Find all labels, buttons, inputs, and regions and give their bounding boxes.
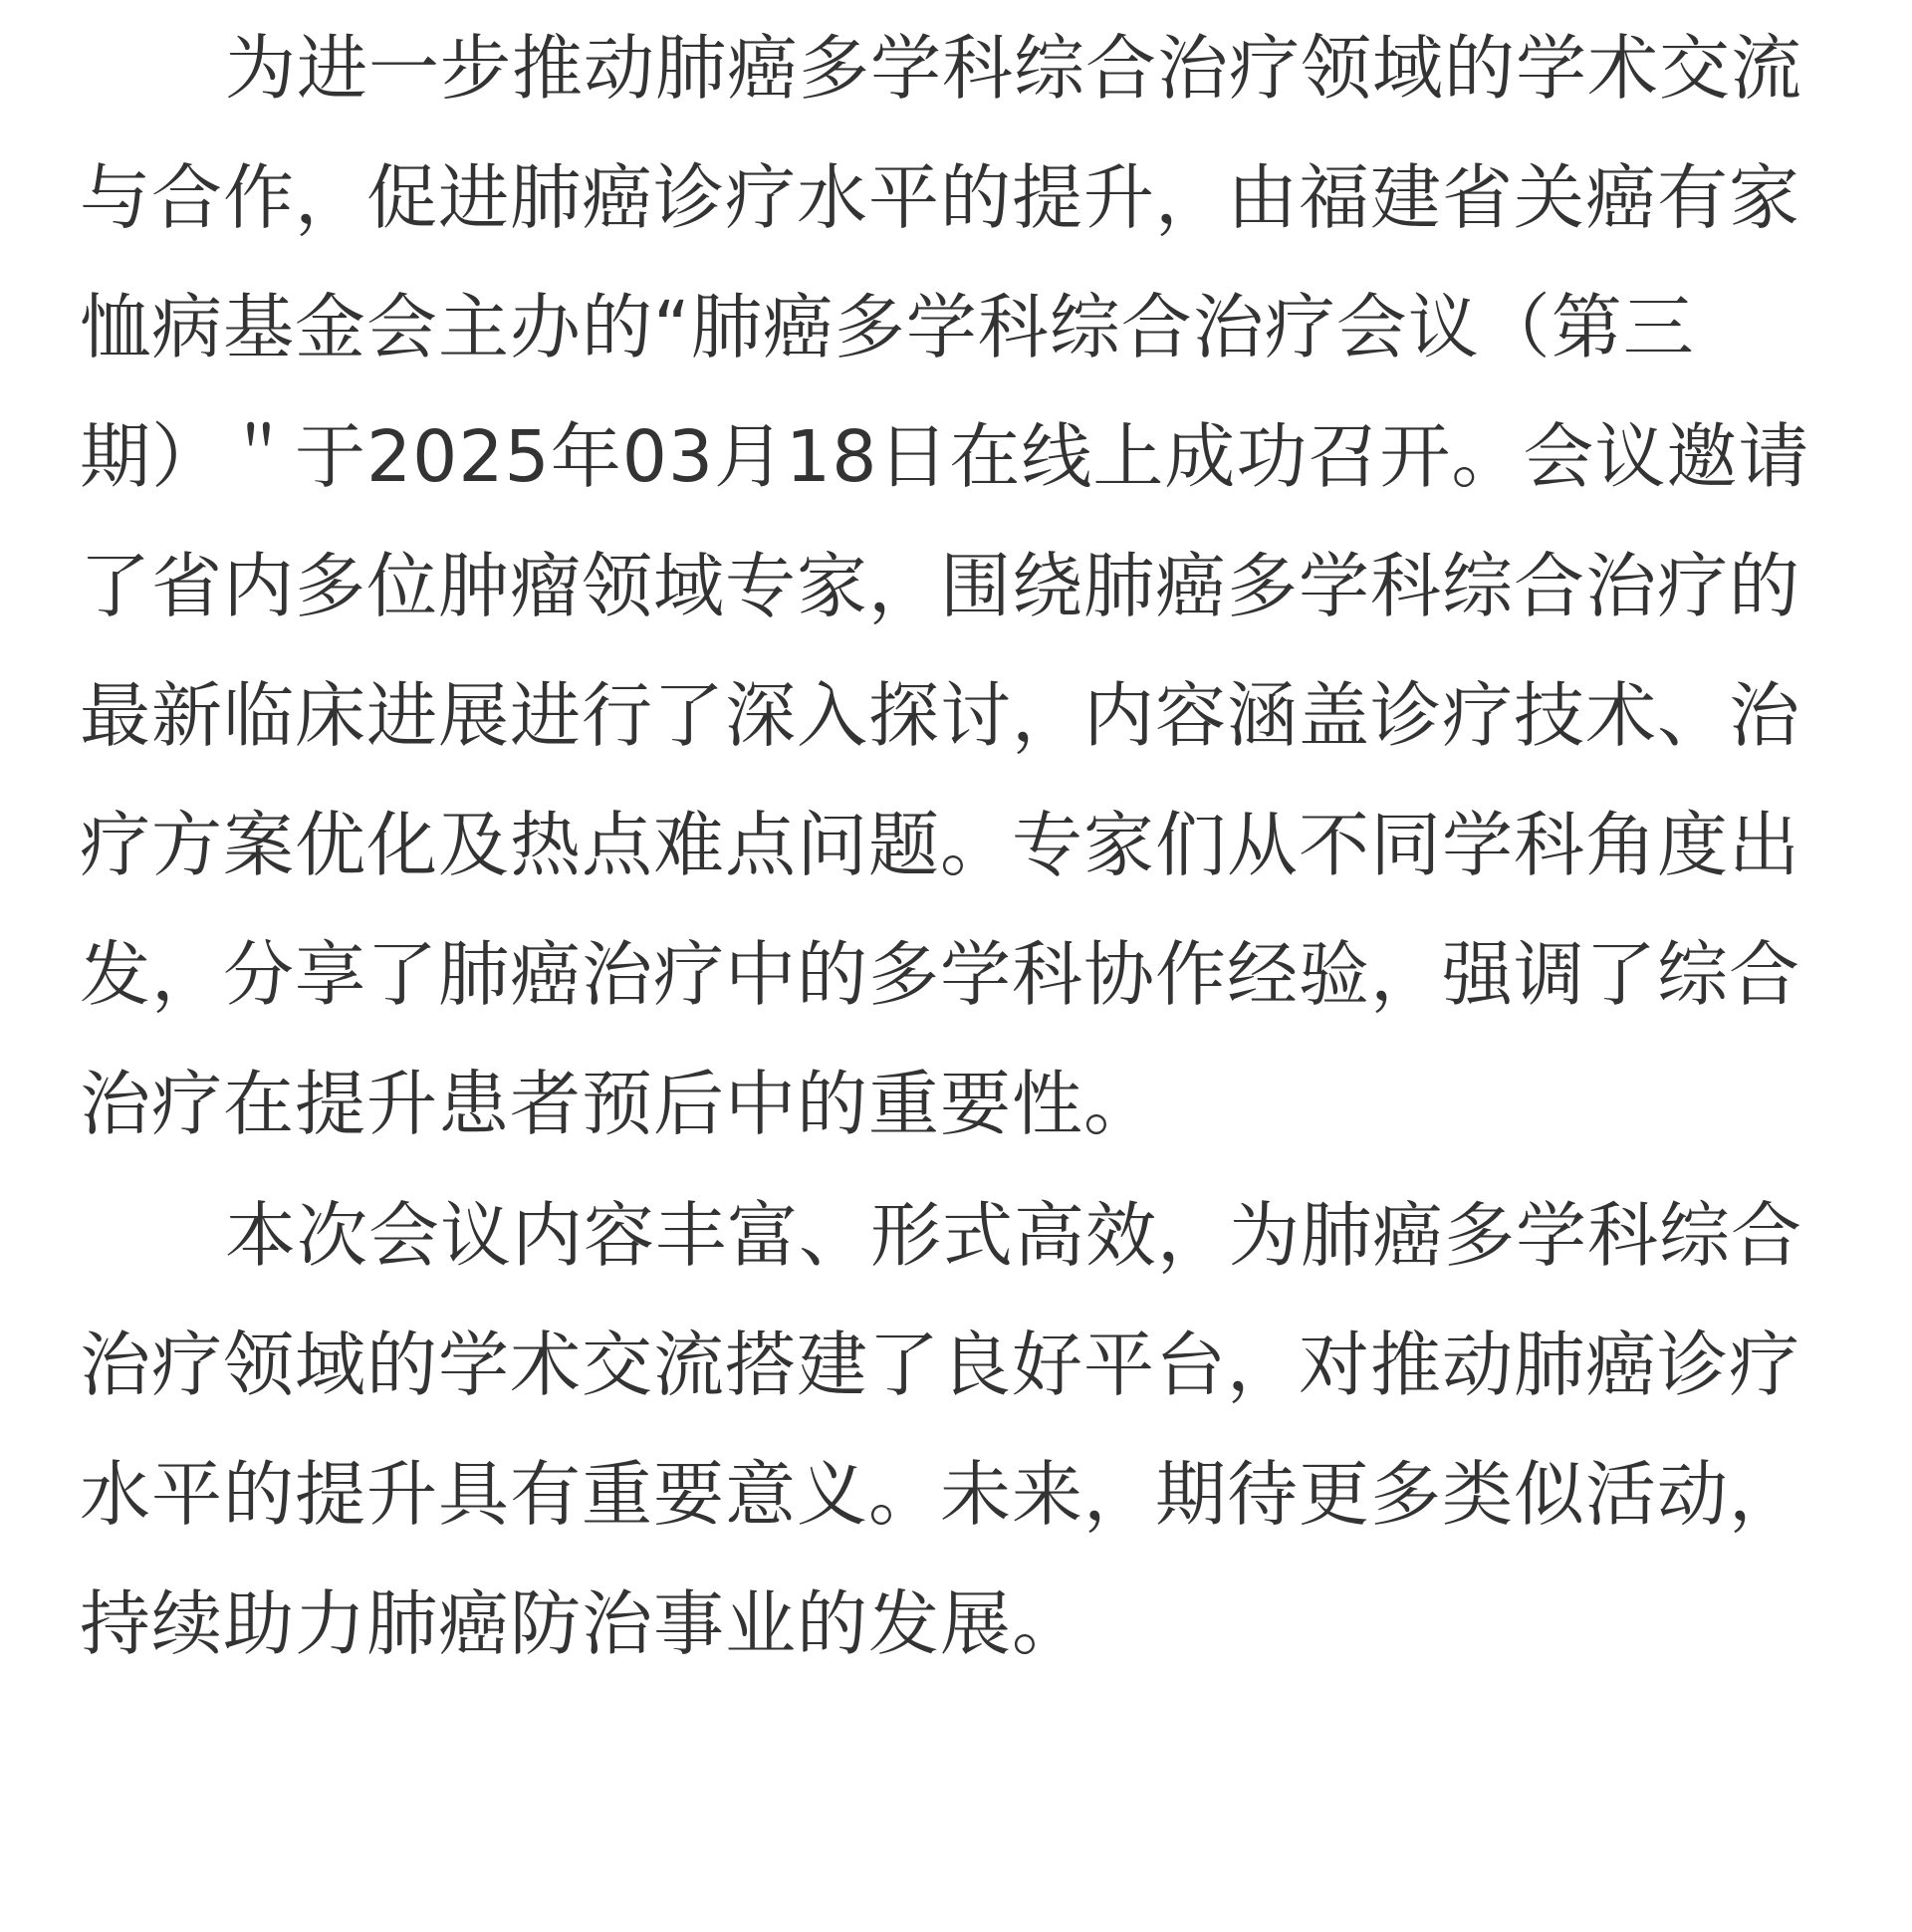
text-line: 与合作，促进肺癌诊疗水平的提升，由福建省关癌有家 <box>80 156 1801 239</box>
paragraph-1 <box>80 4 1840 1169</box>
text-line: 水平的提升具有重要意义。未来，期待更多类似活动， <box>80 1453 1801 1536</box>
text-line: 本次会议内容丰富、形式高效，为肺癌多学科综合 <box>225 1194 1803 1277</box>
text-line: 疗方案优化及热点难点问题。专家们从不同学科角度出 <box>80 804 1801 886</box>
text-line: 治疗领域的学术交流搭建了良好平台，对推动肺癌诊疗 <box>80 1324 1801 1406</box>
paragraph-2 <box>80 1171 1840 1689</box>
text-line: 最新临床进展进行了深入探讨，内容涵盖诊疗技术、治 <box>80 674 1801 757</box>
text-line: 期）＂于2025年03月18日在线上成功召开。会议邀请 <box>80 415 1810 498</box>
text-line: 恤病基金会主办的“肺癌多学科综合治疗会议（第三 <box>80 286 1695 368</box>
article-body <box>80 0 1840 1932</box>
text-line: 治疗在提升患者预后中的重要性。 <box>80 1063 1156 1145</box>
text-line: 发，分享了肺癌治疗中的多学科协作经验，强调了综合 <box>80 933 1801 1016</box>
text-line: 了省内多位肿瘤领域专家，围绕肺癌多学科综合治疗的 <box>80 545 1801 627</box>
text-line: 持续助力肺癌防治事业的发展。 <box>80 1582 1084 1665</box>
text-line: 为进一步推动肺癌多学科综合治疗领域的学术交流 <box>225 27 1803 110</box>
